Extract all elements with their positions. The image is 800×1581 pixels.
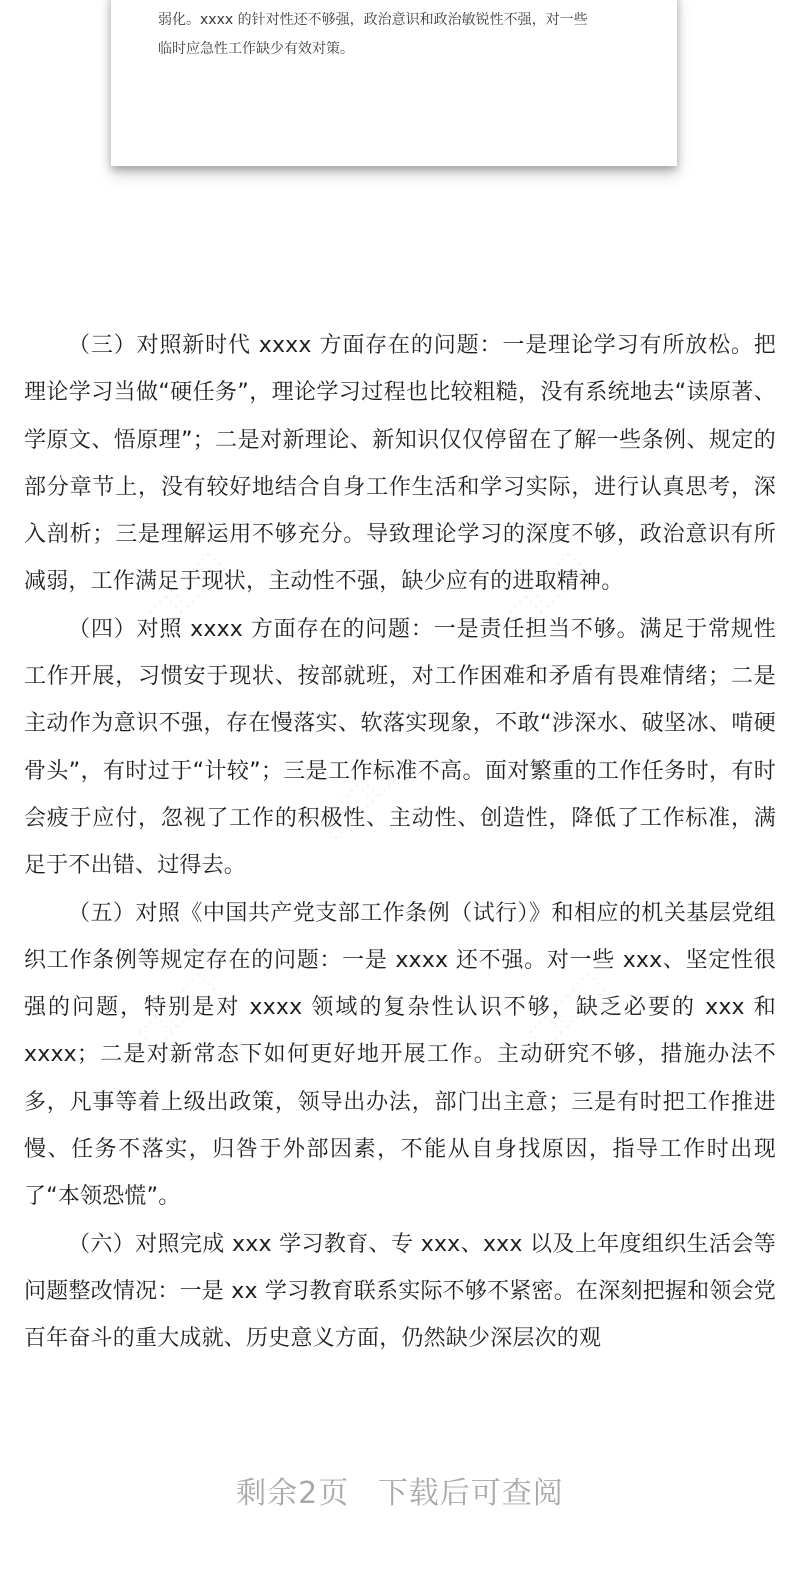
card-text-line: 弱化。xxxx 的针对性还不够强，政治意识和政治敏锐性不强，对一些 [158, 12, 588, 28]
document-preview-card [111, 0, 677, 166]
download-prompt[interactable] [0, 1468, 800, 1512]
paragraph-six: （六）对照完成 xxx 学习教育、专 xxx、xxx 以及上年度组织生活会等问题整改情况：一是 xx 学习教育联系实际不够不紧密。在深刻把握和领会党百年奋斗的重大成就、历史意义方面，仍然缺少深层次的观 [24, 1231, 776, 1352]
paragraph-five: （五）对照《中国共产党支部工作条例（试行）》和相应的机关基层党组织工作条例等规定存在的问题：一是 xxxx 还不强。对一些 xxx、坚定性很强的问题，特别是对 xxxx 领域的复杂性认识不够，缺乏必要的 xxx 和 xxxx；二是对新常态下如何更好地开展工作。主动研究不够，措施办法不多，凡事等着上级出政策，领导出办法，部门出主意；三是有时把工作推进慢、任务不落实，归咎于外部因素，不能从自身找原因，指导工作时出现了“本领恐慌”。 [24, 900, 776, 1210]
paragraph-four: （四）对照 xxxx 方面存在的问题：一是责任担当不够。满足于常规性工作开展，习惯安于现状、按部就班，对工作困难和矛盾有畏难情绪；二是主动作为意识不强，存在慢落实、软落实现象，不敢“涉深水、破坚冰、啃硬骨头”，有时过于“计较”；三是工作标准不高。面对繁重的工作任务时，有时会疲于应付，忽视了工作的积极性、主动性、创造性，降低了工作标准，满足于不出错、过得去。 [24, 616, 776, 879]
card-text-line [158, 0, 647, 3]
download-hint-text[interactable]: 下载后可查阅 [377, 1476, 564, 1511]
document-body [24, 322, 776, 1363]
card-text-line: 临时应急性工作缺少有效对策。 [158, 41, 354, 57]
paragraph-three: （三）对照新时代 xxxx 方面存在的问题：一是理论学习有所放松。把理论学习当做“硬任务”，理论学习过程也比较粗糙，没有系统地去“读原著、学原文、悟原理”；二是对新理论、新知识仅仅停留在了解一些条例、规定的部分章节上，没有较好地结合自身工作生活和学习实际，进行认真思考，深入剖析；三是理解运用不够充分。导致理论学习的深度不够，政治意识有所减弱，工作满足于现状，主动性不强，缺少应有的进取精神。 [24, 333, 776, 595]
remaining-pages-text[interactable]: 剩余2页 [236, 1476, 350, 1511]
